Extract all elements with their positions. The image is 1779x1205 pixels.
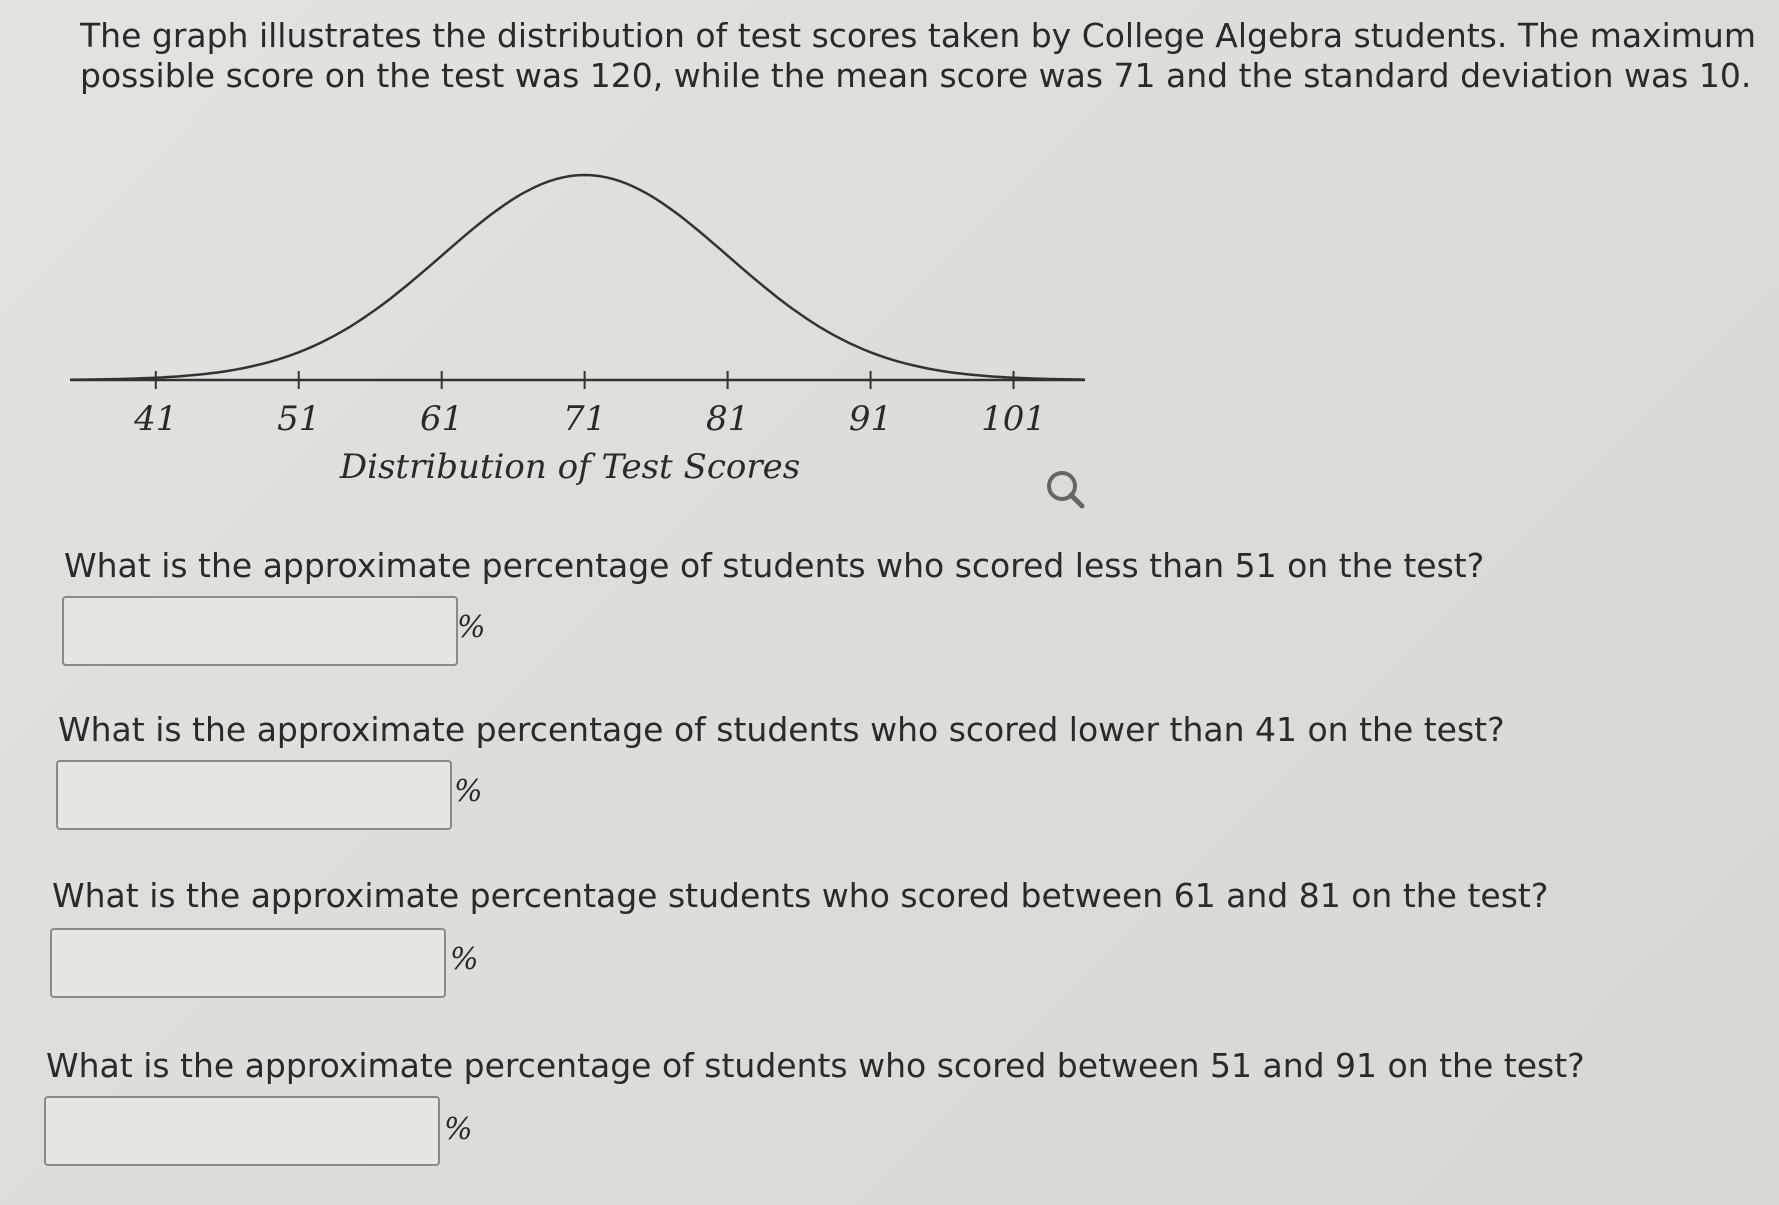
x-tick-label-101: 101 [981, 399, 1046, 439]
question-1-text: What is the approximate percentage of students who scored less than 51 on the test? [64, 546, 1485, 585]
x-axis-title: Distribution of Test Scores [339, 447, 801, 487]
answer-2-input[interactable] [56, 760, 452, 830]
distribution-chart [60, 160, 1100, 500]
answer-4-input[interactable] [44, 1096, 440, 1166]
answer-3-percent-label: % [450, 942, 479, 977]
answer-1-percent-label: % [457, 610, 486, 645]
answer-4-percent-label: % [444, 1112, 473, 1147]
x-axis-tick-labels [133, 399, 1046, 439]
x-tick-label-41: 41 [134, 399, 178, 439]
answer-1-input[interactable] [62, 596, 458, 666]
question-3-text: What is the approximate percentage students who scored between 61 and 81 on the test? [52, 876, 1549, 915]
x-tick-label-51: 51 [277, 399, 321, 439]
search-icon[interactable] [1042, 466, 1090, 514]
question-2-text: What is the approximate percentage of students who scored lower than 41 on the test? [58, 710, 1505, 749]
normal-curve [70, 175, 1085, 380]
answer-3-input[interactable] [50, 928, 446, 998]
x-tick-label-71: 71 [563, 399, 607, 439]
problem-statement-line-1: The graph illustrates the distribution of test scores taken by College Algebra students. The maximum [80, 16, 1756, 55]
problem-statement-line-2: possible score on the test was 120, while the mean score was 71 and the standard deviation was 10. [80, 56, 1752, 95]
problem-statement [80, 16, 1756, 96]
x-tick-label-91: 91 [848, 399, 893, 439]
x-tick-label-81: 81 [705, 399, 750, 439]
x-tick-label-61: 61 [420, 399, 464, 439]
answer-2-percent-label: % [454, 774, 483, 809]
question-4-text: What is the approximate percentage of students who scored between 51 and 91 on the test? [46, 1046, 1585, 1085]
